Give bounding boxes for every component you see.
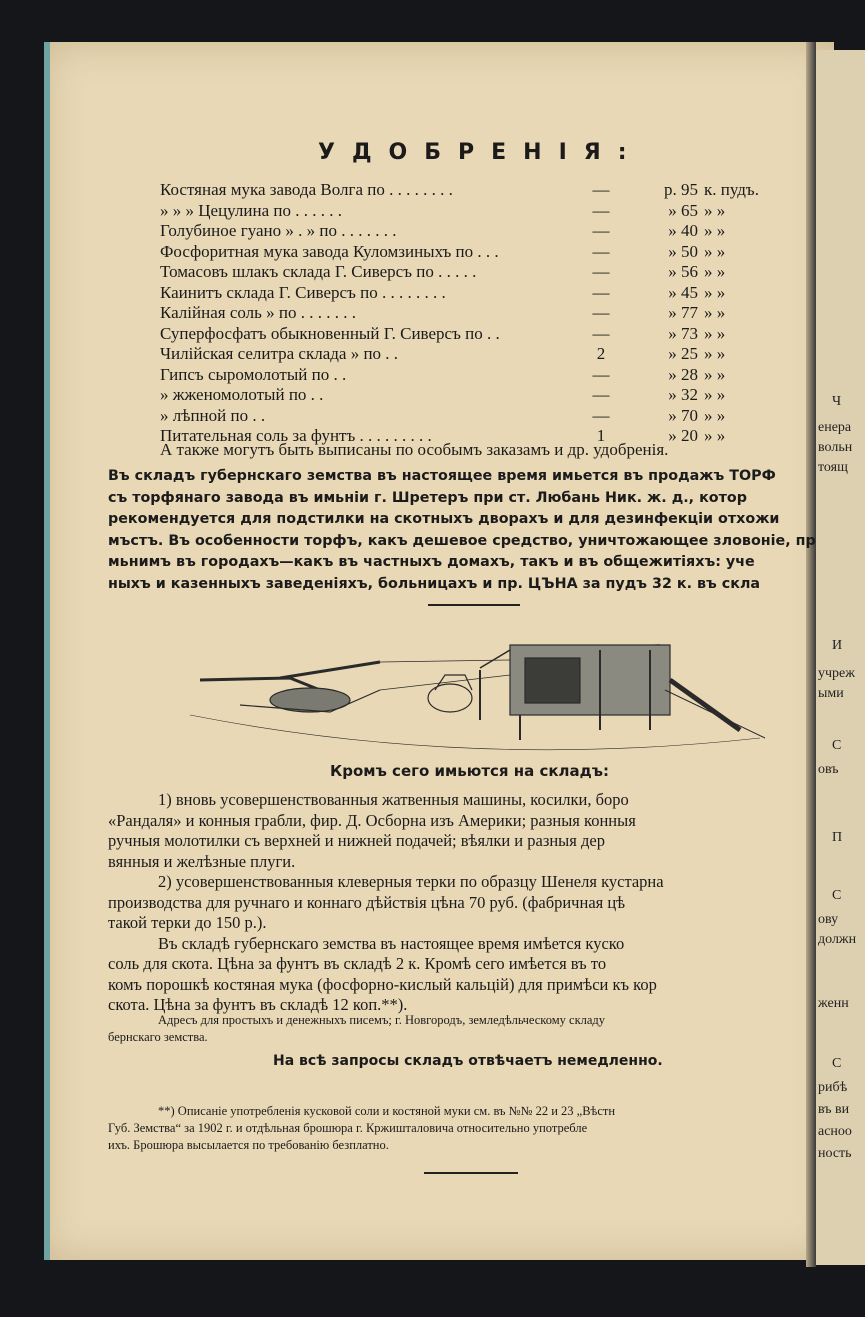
price-dash: — [592,323,610,343]
price-dash: 2 [596,344,606,363]
price-dash: — [592,405,610,425]
price-row [160,365,800,386]
facing-fragment: асноо [818,1124,852,1139]
price-dash: 1 [596,426,606,445]
announcement-line: съ торфянаго завода въ имьніи г. Шретеръ при ст. Любань Ник. ж. д., котор [108,489,747,506]
facing-fragment: ность [818,1146,852,1161]
price-row [160,221,800,242]
facing-fragment: рибѣ [818,1080,848,1095]
price-row [160,180,800,201]
price-unit: к. пудъ. [704,180,759,199]
facing-fragment: енера [818,420,852,435]
address-line: Адресъ для простыхъ и денежныхъ писемъ; г. Новгородъ, земледѣльческому складу [158,1013,606,1027]
price-row [160,201,800,222]
price-price: » 45 [668,282,698,302]
facing-fragment: должн [818,932,857,947]
price-row [160,324,800,345]
price-dash: — [592,221,610,240]
price-unit: » » [704,405,726,425]
price-price: р. 95 [664,180,698,199]
price-name: Фосфоритная мука завода Куломзиныхъ по . . . [160,241,499,261]
price-unit: » » [704,262,726,281]
facing-fragment: вольн [818,440,853,455]
extra-order-note: А также могутъ быть выписаны по особымъ заказамъ и др. удобренія. [160,440,669,459]
mailing-address [108,1012,823,1046]
facing-fragment: С [832,888,842,903]
equipment-line: соль для скота. Цѣна за фунтъ въ складѣ 2 к. Кромѣ сего имѣется въ то [108,954,607,973]
price-dash: — [592,303,610,322]
price-price: » 65 [668,200,698,220]
facing-fragment: П [832,830,843,845]
address-line: бернскаго земства. [108,1030,208,1044]
price-row [160,406,800,427]
price-unit: » » [704,303,726,322]
equipment-line: скота. Цѣна за фунтъ въ складѣ 12 коп.**). [108,995,408,1014]
price-price: » 70 [668,405,698,425]
price-dash: — [592,200,610,220]
threshing-machine-illustration [180,620,770,760]
equipment-line: производства для ручнаго и коннаго дѣйствія цѣна 70 руб. (фабричная цѣ [108,892,626,912]
equipment-line: такой терки до 150 р.). [108,913,267,932]
price-unit: » » [704,323,726,343]
price-dash: — [592,385,610,404]
facing-fragment: овъ [818,762,839,777]
announcement-line: мьнимъ въ городахъ—какъ въ частныхъ домахъ, такъ и въ общежитіяхъ: уче [108,554,755,570]
price-row [160,385,800,406]
price-price: » 28 [668,364,698,384]
price-dash: — [592,364,610,384]
price-name: Каинитъ склада Г. Сиверсъ по . . . . . . . . [160,282,446,302]
section-heading: Кромъ сего имьются на складъ: [330,762,610,780]
price-row [160,242,800,263]
price-price: » 50 [668,241,698,261]
footnote-line: ихъ. Брошюра высылается по требованію безплатно. [108,1138,389,1152]
price-dash: — [592,180,610,199]
peat-announcement [108,466,823,595]
price-row [160,283,800,304]
announcement-line: мъстъ. Въ особенности торфъ, какъ дешевое средство, уничтожающее зловоніе, пр [108,532,816,549]
price-unit: » » [704,221,726,240]
price-dash: — [592,282,610,302]
facing-fragment: ыми [818,686,844,701]
price-name: Гипсъ сыромолотый по . . [160,364,347,384]
price-unit: » » [704,282,726,302]
price-name: Голубиное гуано » . » по . . . . . . . [160,221,397,240]
price-unit: » » [704,241,726,261]
price-price: » 20 [668,426,698,445]
price-name: » лѣпной по . . [160,405,266,425]
equipment-line: комъ порошкѣ костяная мука (фосфорно-кислый кальцій) для примѣси къ кор [108,974,657,994]
announcement-line: Въ складъ губернскаго земства въ настоящее время имьется въ продажъ ТОРФ [108,468,776,484]
price-price: » 77 [668,303,698,322]
price-name: » жженомолотый по . . [160,385,324,404]
facing-fragment: тоящ [818,460,848,475]
price-price: » 56 [668,262,698,281]
fertilizer-price-list [160,180,800,447]
price-name: Томасовъ шлакъ склада Г. Сиверсъ по . . . . . [160,262,477,281]
price-price: » 25 [668,344,698,363]
divider [424,1172,518,1174]
equipment-line: 2) усовершенствованныя клеверныя терки по образцу Шенеля кустарна [158,872,664,891]
footnote [108,1103,823,1154]
price-name: Костяная мука завода Волга по . . . . . . . . [160,180,453,199]
facing-fragment: Ч [832,394,842,409]
price-unit: » » [704,344,726,363]
price-name: Питательная соль за фунтъ . . . . . . . . . [160,426,432,445]
facing-fragment: женн [818,996,849,1011]
price-row [160,303,800,324]
equipment-list [108,790,823,1016]
facing-fragment: въ ви [818,1102,850,1117]
price-dash: — [592,262,610,281]
facing-fragment: ову [818,912,839,927]
price-unit: » » [704,364,726,384]
price-row [160,262,800,283]
page-title: УДОБРЕНІЯ: [318,140,644,165]
price-unit: » » [704,385,726,404]
facing-fragment: С [832,738,842,753]
reply-note: На всѣ запросы складъ отвѣчаетъ немедленно. [273,1053,663,1069]
price-dash: — [592,241,610,261]
facing-fragment: И [832,638,843,653]
equipment-line: ручныя молотилки съ верхней и нижней подачей; вѣялки и разныя дер [108,831,605,850]
price-row [160,344,800,365]
equipment-line: Въ складѣ губернскаго земства въ настоящее время имѣется куско [158,933,625,953]
announcement-line: ныхъ и казенныхъ заведеніяхъ, больницахъ и пр. ЦЪНА за пудъ 32 к. въ скла [108,575,761,592]
equipment-line: 1) вновь усовершенствованныя жатвенныя машины, косилки, боро [158,790,629,809]
equipment-line: «Рандаля» и конныя грабли, фир. Д. Осборна изъ Америки; разныя конныя [108,810,636,830]
equipment-line: вянныя и желѣзные плуги. [108,851,296,871]
price-name: Суперфосфатъ обыкновенный Г. Сиверсъ по . . [160,323,500,343]
price-name: » » » Цецулина по . . . . . . [160,200,342,220]
footnote-line: Губ. Земства“ за 1902 г. и отдѣльная брошюра г. Кржишталовича относительно употребле [108,1121,588,1135]
price-price: » 32 [668,385,698,404]
price-price: » 73 [668,323,698,343]
price-name: Калійная соль » по . . . . . . . [160,303,356,322]
divider [428,604,520,606]
footnote-line: **) Описаніе употребленія кусковой соли и костяной муки см. въ №№ 22 и 23 „Вѣстн [158,1104,616,1118]
price-price: » 40 [668,221,698,240]
facing-fragment: учреж [818,666,855,681]
facing-fragment: С [832,1056,842,1071]
price-unit: » » [704,200,726,220]
price-name: Чилійская селитра склада » по . . [160,344,399,363]
price-unit: » » [704,426,726,445]
announcement-line: рекомендуется для подстилки на скотныхъ дворахъ и для дезинфекціи отхожи [108,511,780,527]
